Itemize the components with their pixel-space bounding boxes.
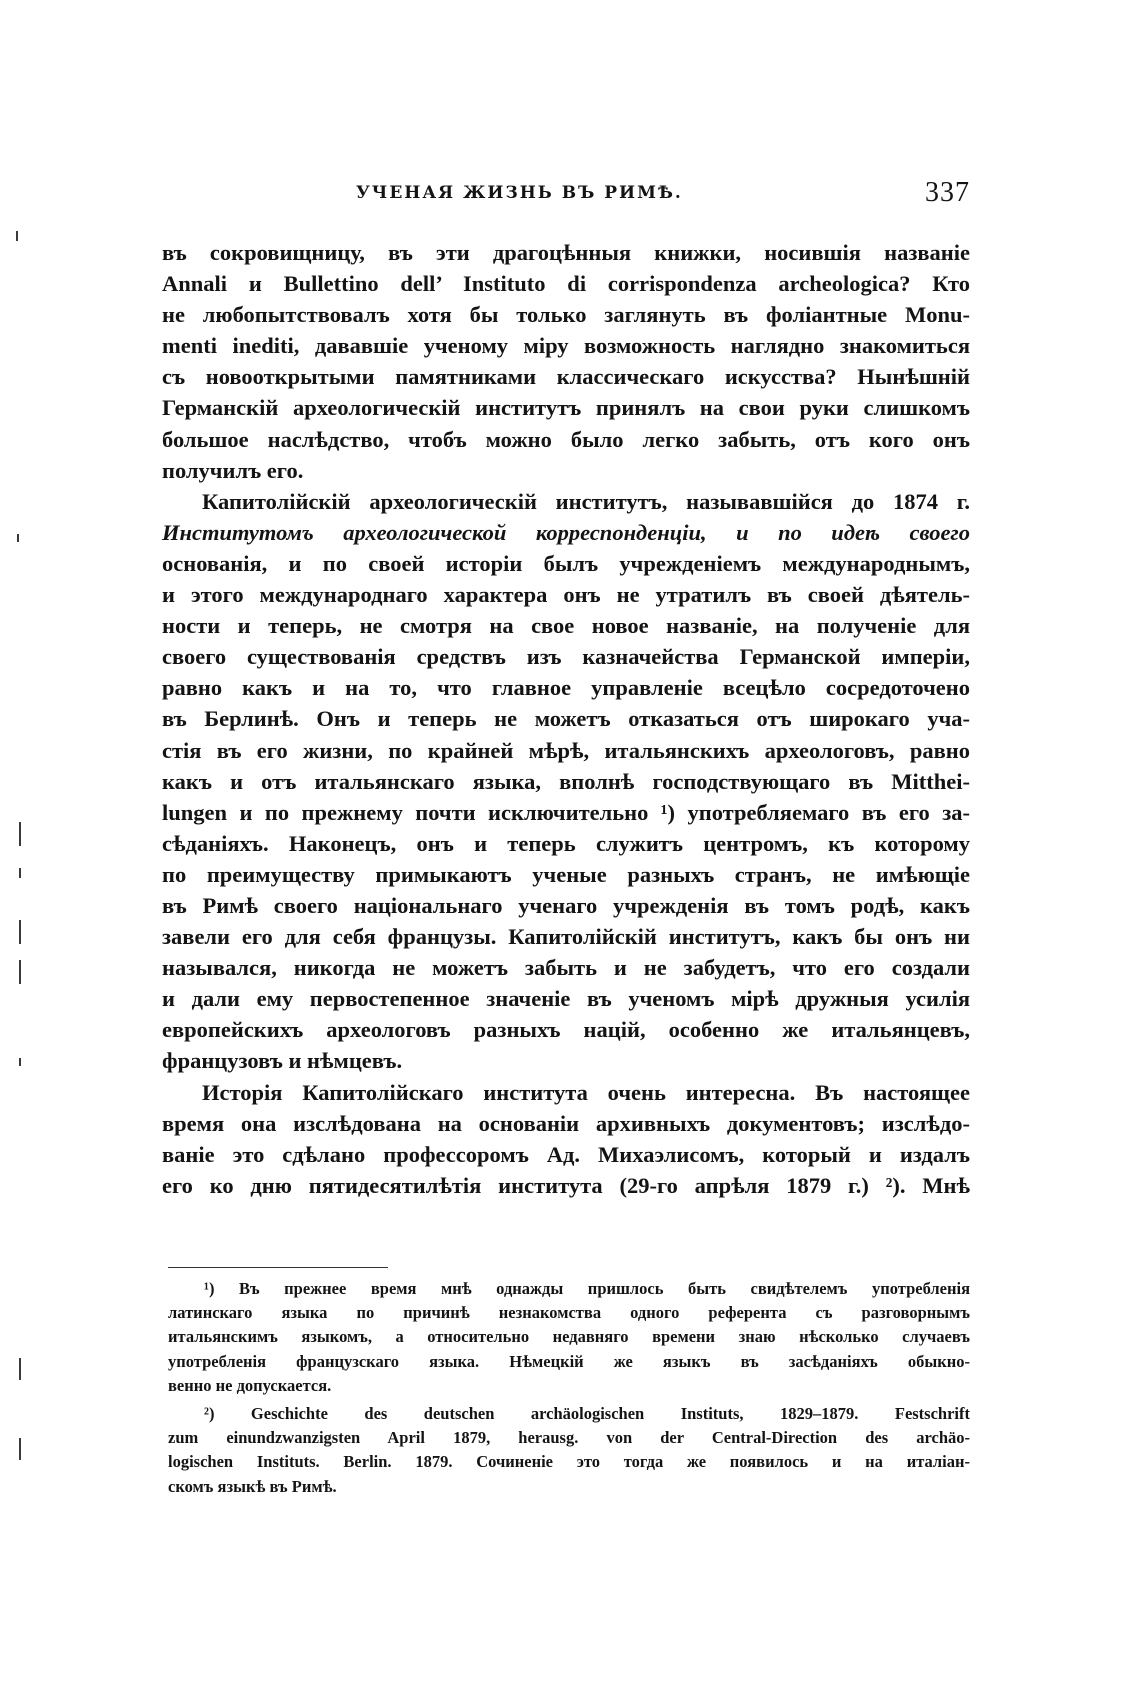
scan-mark (19, 960, 21, 984)
text-line: lungen и по прежнему почти исключительно ¹) употребляемаго въ его за- (162, 799, 970, 825)
footnote-line: латинскаго языка по причинѣ незнакомства одного референта съ разговорнымъ (168, 1303, 970, 1323)
footnote-line: венно не допускается. (168, 1375, 332, 1395)
text-line: получилъ его. (162, 457, 304, 483)
text-line: время она изслѣдована на основаніи архивныхъ документовъ; изслѣдо- (162, 1110, 970, 1136)
footnote-line: итальянскимъ языкомъ, а относительно недавняго времени знаю нѣсколько случаевъ (168, 1327, 970, 1347)
text-line: европейскихъ археологовъ разныхъ націй, особенно же итальянцевъ, (162, 1017, 970, 1043)
paragraph-2 (162, 486, 970, 1077)
scan-mark (16, 231, 18, 241)
paragraph-1 (162, 237, 970, 486)
footnote-separator (168, 1267, 388, 1268)
footnote-2 (168, 1402, 970, 1499)
page-number: 337 (925, 177, 970, 208)
text-line: Капитолійскій археологическій институтъ, называвшійся до 1874 г. (202, 488, 970, 514)
page-header (168, 177, 970, 217)
text-line: завели его для себя французы. Капитолійскій институтъ, какъ бы онъ ни (162, 924, 970, 950)
text-line: по преимуществу примыкаютъ ученые разныхъ странъ, не имѣющіе (162, 861, 970, 887)
footnote-line: logischen Instituts. Berlin. 1879. Сочиненіе это тогда же появилось и на италіан- (168, 1452, 970, 1472)
text-line: не любопытствовалъ хотя бы только заглянуть въ фоліантные Monu- (162, 302, 970, 328)
footnote-line: ²) Geschichte des deutschen archäologischen Instituts, 1829–1879. Festschrift (204, 1404, 970, 1424)
text-line: большое наслѣдство, чтобъ можно было легко забыть, отъ кого онъ (162, 426, 970, 452)
footnote-1 (168, 1277, 970, 1398)
text-line: равно какъ и на то, что главное управленіе всецѣло сосредоточено (162, 675, 970, 701)
text-line: въ Римѣ своего національнаго ученаго учрежденія въ томъ родѣ, какъ (162, 892, 970, 918)
scan-mark (19, 1058, 21, 1066)
text-line: menti inediti, дававшіе ученому міру возможность наглядно знакомиться (162, 333, 970, 359)
footnote-line: скомъ языкѣ въ Римѣ. (168, 1476, 337, 1496)
text-line: Институтомъ археологической корреспонденціи, и по идеѣ своего (162, 519, 970, 545)
scan-mark (19, 868, 21, 878)
text-line: и этого международнаго характера онъ не утратилъ въ своей дѣятель- (162, 582, 970, 608)
text-line: стія въ его жизни, по крайней мѣрѣ, итальянскихъ археологовъ, равно (162, 737, 970, 763)
text-line: Исторія Капитолійскаго института очень интересна. Въ настоящее (202, 1079, 970, 1105)
text-line: и дали ему первостепенное значеніе въ ученомъ мірѣ дружныя усилія (162, 986, 970, 1012)
text-line: основанія, и по своей исторіи былъ учрежденіемъ международнымъ, (162, 550, 970, 576)
text-line: съ новооткрытыми памятниками классическаго искусства? Нынѣшній (162, 364, 970, 390)
text-line: ваніе это сдѣлано профессоромъ Ад. Михаэлисомъ, который и издалъ (162, 1141, 970, 1167)
scan-mark (19, 1438, 21, 1460)
main-text (162, 237, 970, 1201)
text-line: ности и теперь, не смотря на свое новое названіе, на полученіе для (162, 613, 970, 639)
text-line: въ Берлинѣ. Онъ и теперь не можетъ отказаться отъ широкаго уча- (162, 706, 970, 732)
text-line: его ко дню пятидесятилѣтія института (29-го апрѣля 1879 г.) ²). Мнѣ (162, 1172, 970, 1198)
text-line: назывался, никогда не можетъ забыть и не забудетъ, что его создали (162, 955, 970, 981)
footnote-line: ¹) Въ прежнее время мнѣ однажды пришлось быть свидѣтелемъ употребленія (204, 1279, 970, 1298)
scan-mark (19, 822, 21, 846)
text-line: Германскій археологическій институтъ принялъ на свои руки слишкомъ (162, 395, 970, 421)
text-line: въ сокровищницу, въ эти драгоцѣнныя книжки, носившія названіе (162, 240, 970, 265)
paragraph-3 (162, 1077, 970, 1201)
text-line: сѣданіяхъ. Наконецъ, онъ и теперь служитъ центромъ, къ которому (162, 830, 970, 856)
text-line: какъ и отъ итальянскаго языка, вполнѣ господствующаго въ Mitthei- (162, 768, 970, 794)
text-line: французовъ и нѣмцевъ. (162, 1048, 403, 1074)
footnote-line: zum einundzwanzigsten April 1879, herausg. von der Central-Direction des archäo- (168, 1428, 970, 1448)
scan-mark (19, 1358, 21, 1380)
text-line: своего существованія средствъ изъ казначейства Германской имперіи, (162, 644, 970, 670)
text-line: Annali и Bullettino dell’ Instituto di corrispondenza archeologica? Кто (162, 271, 970, 297)
scan-mark (17, 534, 19, 542)
scan-mark (19, 920, 21, 944)
footnote-line: употребленія французскаго языка. Нѣмецкій же языкъ въ засѣданіяхъ обыкно- (168, 1351, 970, 1371)
running-title: УЧЕНАЯ ЖИЗНЬ ВЪ РИМѢ. (356, 183, 683, 203)
footnotes (168, 1277, 970, 1499)
